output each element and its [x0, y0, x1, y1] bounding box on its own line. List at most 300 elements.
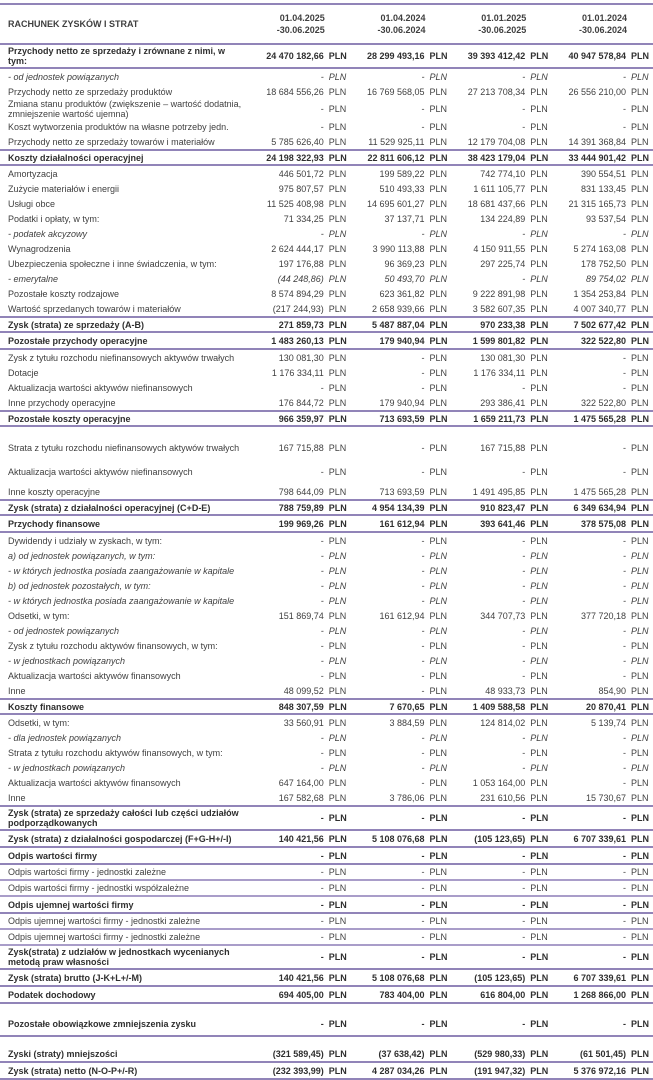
row-label: Zużycie materiałów i energii — [8, 183, 120, 194]
currency-unit: PLN — [631, 335, 649, 346]
table-row — [0, 134, 653, 149]
value-cell — [351, 229, 452, 239]
table-row — [0, 563, 653, 578]
amount: 647 164,00 — [278, 777, 324, 788]
currency-unit: PLN — [429, 121, 448, 132]
amount: 21 315 165,73 — [568, 198, 626, 209]
row-label: Odpis wartości firmy - jednostki współzależne — [8, 883, 190, 893]
amount: - — [320, 732, 324, 743]
currency-unit: PLN — [429, 443, 448, 453]
currency-unit: PLN — [530, 104, 548, 114]
amount: 966 359,97 — [278, 413, 324, 424]
amount: 6 707 339,61 — [573, 972, 626, 983]
value-cell — [351, 519, 452, 529]
amount: - — [320, 71, 324, 82]
currency-unit: PLN — [328, 640, 347, 651]
currency-unit: PLN — [631, 213, 649, 224]
currency-unit: PLN — [328, 972, 347, 983]
value-cell — [452, 289, 553, 299]
currency-unit: PLN — [328, 1065, 347, 1076]
amount: 623 361,82 — [379, 288, 425, 299]
amount: 854,90 — [598, 685, 626, 696]
value-cell — [250, 320, 351, 330]
row-label: Odpis ujemnej wartości firmy - jednostki zależne — [8, 932, 201, 942]
currency-unit: PLN — [530, 228, 548, 239]
value-cell — [452, 87, 553, 97]
currency-unit: PLN — [530, 518, 549, 529]
amount: - — [623, 565, 626, 576]
value-cell — [250, 1019, 351, 1029]
currency-unit: PLN — [530, 732, 548, 743]
currency-unit: PLN — [530, 685, 548, 696]
currency-unit: PLN — [429, 335, 448, 346]
amount: 167 715,88 — [278, 443, 324, 453]
currency-unit: PLN — [429, 352, 448, 363]
value-cell — [552, 900, 653, 910]
period-date: 01.04.2024 — [380, 13, 426, 23]
amount: 9 222 891,98 — [472, 288, 526, 299]
currency-unit: PLN — [429, 397, 448, 408]
amount: 5 487 887,04 — [371, 319, 425, 330]
currency-unit: PLN — [631, 243, 649, 254]
value-cell — [452, 626, 553, 636]
currency-unit: PLN — [429, 670, 448, 681]
currency-unit: PLN — [530, 486, 548, 497]
currency-unit: PLN — [328, 595, 347, 606]
currency-unit: PLN — [530, 535, 548, 546]
value-cell — [452, 1049, 553, 1059]
amount: - — [522, 104, 526, 114]
amount: 783 404,00 — [379, 989, 425, 1000]
value-cell — [452, 274, 553, 284]
value-cell — [351, 596, 452, 606]
amount: - — [421, 1019, 425, 1029]
value-cell — [250, 883, 351, 893]
currency-unit: PLN — [530, 1048, 549, 1059]
row-label: Dotacje — [8, 367, 39, 378]
value-cell — [351, 641, 452, 651]
amount: - — [623, 883, 626, 893]
amount: 167 582,68 — [278, 792, 324, 803]
currency-unit: PLN — [631, 467, 649, 477]
amount: 378 575,08 — [580, 518, 626, 529]
amount: - — [623, 732, 626, 743]
amount: (232 393,99) — [272, 1065, 324, 1076]
value-cell — [452, 851, 553, 861]
value-cell — [452, 229, 553, 239]
amount: 161 612,94 — [379, 518, 425, 529]
amount: 50 493,70 — [384, 273, 425, 284]
currency-unit: PLN — [429, 319, 448, 330]
row-label: Aktualizacja wartości aktywów niefinansowych — [8, 467, 193, 477]
amount: 134 224,89 — [480, 213, 526, 224]
value-cell — [250, 626, 351, 636]
row-label: Odpis wartości firmy - jednostki zależne — [8, 867, 167, 877]
currency-unit: PLN — [328, 136, 347, 147]
currency-unit: PLN — [429, 850, 448, 861]
amount: 89 754,02 — [585, 273, 626, 284]
amount: - — [522, 899, 526, 910]
currency-unit: PLN — [328, 335, 347, 346]
currency-unit: PLN — [530, 777, 548, 788]
amount: - — [623, 916, 626, 926]
amount: - — [623, 655, 626, 666]
currency-unit: PLN — [631, 228, 649, 239]
currency-unit: PLN — [631, 762, 649, 773]
value-cell — [250, 199, 351, 209]
currency-unit: PLN — [530, 640, 548, 651]
table-row — [0, 638, 653, 653]
value-cell — [250, 1049, 351, 1059]
currency-unit: PLN — [429, 303, 448, 314]
table-row — [0, 119, 653, 134]
value-cell — [452, 581, 553, 591]
currency-unit: PLN — [328, 288, 347, 299]
report-title: RACHUNEK ZYSKÓW I STRAT — [8, 19, 139, 29]
currency-unit: PLN — [328, 732, 347, 743]
amount: - — [421, 747, 425, 758]
amount: - — [623, 777, 626, 788]
amount: - — [421, 850, 425, 861]
amount: - — [522, 655, 526, 666]
value-cell — [250, 244, 351, 254]
currency-unit: PLN — [631, 443, 649, 453]
currency-unit: PLN — [631, 932, 649, 942]
value-cell — [250, 566, 351, 576]
currency-unit: PLN — [429, 610, 448, 621]
table-row — [0, 484, 653, 499]
amount: 5 139,74 — [590, 717, 626, 728]
row-label: Pozostałe koszty operacyjne — [8, 413, 131, 424]
amount: - — [421, 932, 425, 942]
value-cell — [351, 671, 452, 681]
value-cell — [452, 214, 553, 224]
value-cell — [452, 656, 553, 666]
value-cell — [552, 851, 653, 861]
table-row — [0, 760, 653, 775]
value-cell — [552, 566, 653, 576]
currency-unit: PLN — [328, 670, 347, 681]
value-cell — [250, 834, 351, 844]
value-cell — [250, 813, 351, 823]
table-row — [0, 395, 653, 410]
value-cell — [552, 519, 653, 529]
amount: 1 409 588,58 — [472, 701, 526, 712]
currency-unit: PLN — [429, 243, 448, 254]
value-cell — [250, 596, 351, 606]
amount: 231 610,56 — [480, 792, 526, 803]
currency-unit: PLN — [328, 610, 347, 621]
value-cell — [552, 778, 653, 788]
currency-unit: PLN — [631, 486, 649, 497]
table-row — [0, 715, 653, 730]
value-cell — [452, 718, 553, 728]
amount: - — [522, 565, 526, 576]
amount: 18 684 556,26 — [266, 86, 324, 97]
amount: 2 624 444,17 — [271, 243, 324, 254]
row-label: Odpis ujemnej wartości firmy — [8, 899, 134, 910]
table-row — [0, 1046, 653, 1063]
value-cell — [250, 368, 351, 378]
currency-unit: PLN — [328, 580, 347, 591]
value-cell — [452, 916, 553, 926]
value-cell — [351, 443, 452, 453]
value-cell — [452, 304, 553, 314]
amount: 1 491 495,85 — [472, 486, 526, 497]
period-date: 01.01.2024 — [581, 13, 627, 23]
value-cell — [552, 813, 653, 823]
currency-unit: PLN — [429, 899, 448, 910]
value-cell — [552, 184, 653, 194]
currency-unit: PLN — [631, 136, 649, 147]
currency-unit: PLN — [631, 717, 649, 728]
value-cell — [250, 414, 351, 424]
value-cell — [351, 1019, 452, 1029]
value-cell — [351, 169, 452, 179]
value-cell — [351, 611, 452, 621]
amount: - — [623, 625, 626, 636]
currency-unit: PLN — [631, 1065, 649, 1076]
value-cell — [351, 990, 452, 1000]
amount: - — [623, 550, 626, 561]
currency-unit: PLN — [631, 535, 649, 546]
amount: 4 150 911,55 — [473, 243, 526, 254]
amount: - — [421, 550, 425, 561]
amount: - — [421, 899, 425, 910]
amount: - — [522, 273, 526, 284]
value-cell — [552, 952, 653, 962]
currency-unit: PLN — [429, 273, 448, 284]
value-cell — [452, 199, 553, 209]
currency-unit: PLN — [530, 51, 549, 61]
currency-unit: PLN — [429, 183, 448, 194]
table-row — [0, 333, 653, 350]
value-cell — [452, 414, 553, 424]
amount: - — [421, 467, 425, 477]
currency-unit: PLN — [530, 972, 549, 983]
table-row — [0, 166, 653, 181]
currency-unit: PLN — [530, 850, 549, 861]
amount: - — [421, 535, 425, 546]
currency-unit: PLN — [429, 989, 448, 1000]
value-cell — [351, 686, 452, 696]
currency-unit: PLN — [631, 288, 649, 299]
currency-unit: PLN — [429, 952, 448, 962]
value-cell — [552, 656, 653, 666]
amount: - — [421, 685, 425, 696]
currency-unit: PLN — [530, 670, 548, 681]
table-row — [0, 881, 653, 897]
value-cell — [351, 503, 452, 513]
period-column-header — [452, 12, 553, 36]
amount: 199 589,22 — [379, 168, 425, 179]
value-cell — [552, 259, 653, 269]
amount: 33 444 901,42 — [568, 152, 626, 163]
amount: - — [522, 535, 526, 546]
amount: - — [623, 71, 626, 82]
currency-unit: PLN — [328, 258, 347, 269]
amount: 38 423 179,04 — [467, 152, 526, 163]
amount: - — [623, 813, 626, 823]
amount: 5 274 163,08 — [573, 243, 626, 254]
currency-unit: PLN — [328, 213, 347, 224]
amount: - — [623, 121, 626, 132]
value-cell — [552, 973, 653, 983]
row-label: Odsetki, w tym: — [8, 610, 70, 621]
amount: - — [320, 762, 324, 773]
currency-unit: PLN — [530, 198, 548, 209]
currency-unit: PLN — [328, 850, 347, 861]
currency-unit: PLN — [328, 717, 347, 728]
value-cell — [452, 104, 553, 114]
currency-unit: PLN — [631, 550, 649, 561]
value-cell — [452, 320, 553, 330]
currency-unit: PLN — [429, 1065, 448, 1076]
row-label: a) od jednostek powiązanych, w tym: — [8, 550, 156, 561]
currency-unit: PLN — [328, 152, 347, 163]
currency-unit: PLN — [328, 198, 347, 209]
amount: - — [522, 625, 526, 636]
value-cell — [250, 304, 351, 314]
value-cell — [250, 763, 351, 773]
value-cell — [552, 229, 653, 239]
amount: - — [522, 850, 526, 861]
currency-unit: PLN — [328, 1019, 347, 1029]
currency-unit: PLN — [631, 899, 649, 910]
table-row — [0, 805, 653, 831]
value-cell — [351, 793, 452, 803]
amount: - — [522, 916, 526, 926]
currency-unit: PLN — [429, 104, 448, 114]
table-row — [0, 548, 653, 563]
currency-unit: PLN — [429, 136, 448, 147]
value-cell — [552, 611, 653, 621]
value-cell — [552, 883, 653, 893]
currency-unit: PLN — [429, 86, 448, 97]
amount: - — [623, 595, 626, 606]
value-cell — [351, 834, 452, 844]
amount: 1 268 866,00 — [573, 989, 626, 1000]
row-label: Inne — [8, 685, 26, 696]
currency-unit: PLN — [429, 213, 448, 224]
amount: 11 529 925,11 — [368, 136, 425, 147]
amount: - — [522, 762, 526, 773]
value-cell — [351, 104, 452, 114]
value-cell — [351, 581, 452, 591]
value-cell — [250, 398, 351, 408]
row-label: Wartość sprzedanych towarów i materiałów — [8, 303, 181, 314]
amount: 15 730,67 — [585, 792, 626, 803]
period-column-header — [250, 12, 351, 36]
currency-unit: PLN — [631, 71, 649, 82]
value-cell — [452, 1019, 553, 1029]
table-row — [0, 775, 653, 790]
amount: - — [320, 228, 324, 239]
row-label: Zysk (strata) ze sprzedaży całości lub części udziałów podporządkowanych — [8, 808, 239, 828]
currency-unit: PLN — [631, 655, 649, 666]
amount: - — [421, 565, 425, 576]
amount: - — [320, 813, 324, 823]
amount: - — [623, 762, 626, 773]
amount: 344 707,73 — [480, 610, 526, 621]
amount: - — [421, 883, 425, 893]
amount: 197 176,88 — [278, 258, 324, 269]
currency-unit: PLN — [328, 183, 347, 194]
currency-unit: PLN — [530, 319, 549, 330]
amount: 18 681 437,66 — [467, 198, 526, 209]
currency-unit: PLN — [429, 932, 448, 942]
period-date: 01.04.2025 — [279, 13, 325, 23]
value-cell — [552, 503, 653, 513]
value-cell — [552, 398, 653, 408]
amount: 7 670,65 — [389, 701, 425, 712]
amount: 1 354 253,84 — [573, 288, 626, 299]
amount: - — [320, 747, 324, 758]
value-cell — [452, 973, 553, 983]
row-label: Koszty finansowe — [8, 701, 85, 712]
amount: 4 007 340,77 — [573, 303, 626, 314]
value-cell — [250, 867, 351, 877]
amount: - — [421, 71, 425, 82]
table-row — [0, 516, 653, 533]
value-cell — [452, 671, 553, 681]
amount: 14 695 601,27 — [366, 198, 425, 209]
value-cell — [552, 641, 653, 651]
value-cell — [250, 793, 351, 803]
amount: - — [421, 367, 425, 378]
amount: - — [320, 595, 324, 606]
amount: 5 108 076,68 — [371, 972, 425, 983]
amount: 39 393 412,42 — [467, 51, 526, 61]
value-cell — [452, 733, 553, 743]
value-cell — [452, 641, 553, 651]
table-row — [0, 533, 653, 548]
amount: - — [522, 813, 526, 823]
period-date: 01.01.2025 — [481, 13, 527, 23]
currency-unit: PLN — [631, 732, 649, 743]
table-row — [0, 380, 653, 395]
currency-unit: PLN — [530, 932, 548, 942]
currency-unit: PLN — [328, 303, 347, 314]
amount: - — [522, 121, 526, 132]
amount: - — [421, 670, 425, 681]
value-cell — [452, 536, 553, 546]
row-label: Odpis ujemnej wartości firmy - jednostki zależne — [8, 916, 201, 926]
amount: 96 369,23 — [384, 258, 425, 269]
value-cell — [452, 748, 553, 758]
value-cell — [250, 952, 351, 962]
table-row — [0, 578, 653, 593]
amount: - — [320, 565, 324, 576]
currency-unit: PLN — [631, 183, 649, 194]
currency-unit: PLN — [328, 1048, 347, 1059]
value-cell — [552, 153, 653, 163]
amount: 1 176 334,11 — [271, 367, 324, 378]
currency-unit: PLN — [429, 640, 448, 651]
value-cell — [452, 813, 553, 823]
value-cell — [452, 169, 553, 179]
currency-unit: PLN — [328, 916, 347, 926]
value-cell — [552, 718, 653, 728]
amount: (105 123,65) — [474, 833, 526, 844]
currency-unit: PLN — [631, 1048, 649, 1059]
row-label: - od jednostek powiązanych — [8, 71, 120, 82]
currency-unit: PLN — [530, 883, 548, 893]
value-cell — [250, 137, 351, 147]
value-cell — [351, 916, 452, 926]
amount: 742 774,10 — [480, 168, 526, 179]
value-cell — [351, 702, 452, 712]
